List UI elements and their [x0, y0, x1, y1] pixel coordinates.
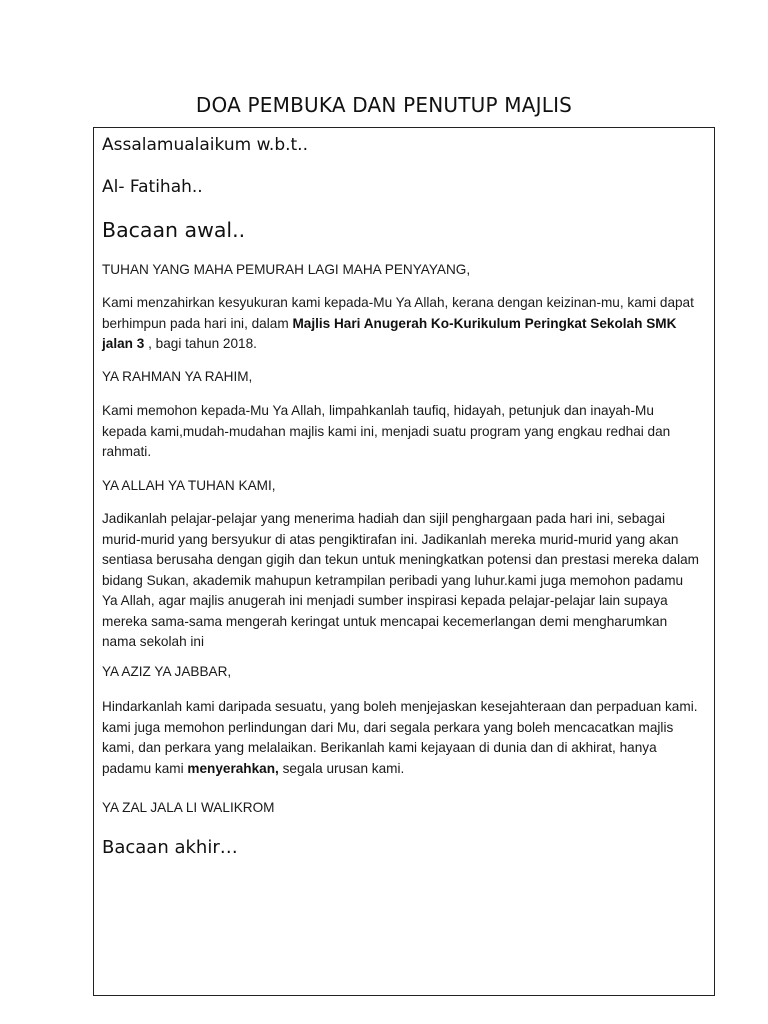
section-heading-4: YA AZIZ YA JABBAR,	[102, 664, 232, 679]
section-heading-1: TUHAN YANG MAHA PEMURAH LAGI MAHA PENYAYANG,	[102, 262, 471, 277]
section-heading-3: YA ALLAH YA TUHAN KAMI,	[102, 478, 276, 493]
paragraph-4-text-a: Hindarkanlah kami daripada sesuatu, yang boleh menjejaskan kesejahteraan dan perpaduan kami. kami juga memohon perlindungan dari Mu, dari segala perkara yang boleh mencacatkan majlis kami, dan perkara yang melalaikan. Berikanlah kami kejayaan di dunia dan di akhirat, hanya padamu kami	[102, 699, 698, 776]
paragraph-1	[102, 293, 702, 355]
paragraph-3: Jadikanlah pelajar-pelajar yang menerima hadiah dan sijil penghargaan pada hari ini, sebagai murid-murid yang bersyukur di atas pengiktirafan ini. Jadikanlah mereka murid-murid yang akan sentiasa berusaha dengan gigih dan tekun untuk meningkatkan potensi dan prestasi mereka dalam bidang Sukan, akademik mahupun ketrampilan peribadi yang luhur.kami juga memohon padamu Ya Allah, agar majlis anugerah ini menjadi sumber inspirasi kepada pelajar-pelajar lain supaya mereka sama-sama mengerah keringat untuk mencapai kecemerlangan demi mengharumkan nama sekolah ini	[102, 511, 700, 649]
paragraph-1-text-b: , bagi tahun 2018.	[144, 336, 257, 351]
document-frame	[93, 127, 715, 996]
fatihah-line: Al- Fatihah..	[102, 177, 203, 197]
emphasis-word: menyerahkan,	[187, 760, 279, 776]
section-heading-2: YA RAHMAN YA RAHIM,	[102, 369, 253, 384]
paragraph-2: Kami memohon kepada-Mu Ya Allah, limpahkanlah taufiq, hidayah, petunjuk dan inayah-Mu kepada kami,mudah-mudahan majlis kami ini, menjadi suatu program yang engkau redhai dan rahmati.	[102, 403, 671, 459]
opening-heading: Bacaan awal..	[102, 218, 246, 242]
closing-heading: Bacaan akhir…	[102, 837, 238, 858]
paragraph-1-text-a: Kami menzahirkan kesyukuran kami kepada-Mu Ya Allah, kerana dengan keizinan-mu, kami dapat berhimpun pada hari ini, dalam	[102, 295, 694, 331]
page-title: DOA PEMBUKA DAN PENUTUP MAJLIS	[195, 93, 573, 117]
paragraph-4-text-b: segala urusan kami.	[278, 760, 405, 776]
section-heading-5: YA ZAL JALA LI WALIKROM	[102, 800, 275, 815]
greeting: Assalamualaikum w.b.t..	[102, 135, 308, 155]
event-name: Majlis Hari Anugerah Ko-Kurikulum Peringkat Sekolah SMK jalan 3	[102, 315, 677, 351]
paragraph-4	[102, 697, 702, 779]
